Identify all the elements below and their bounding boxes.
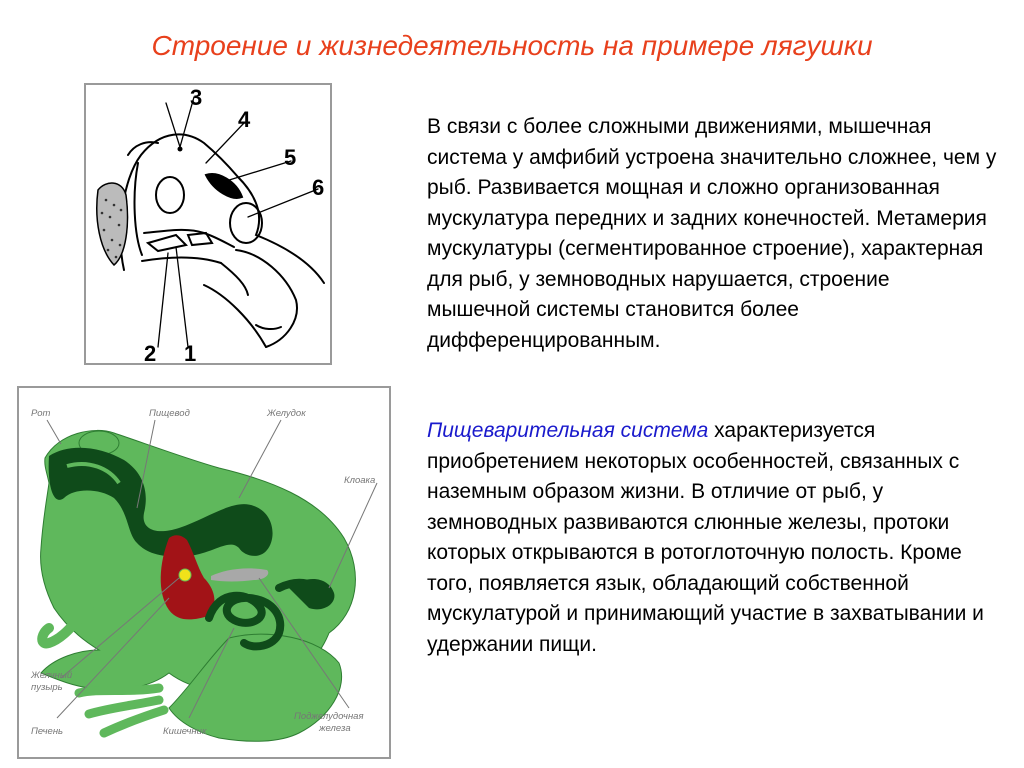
- label-mouth: Рот: [31, 408, 51, 419]
- label-6: 6: [312, 175, 325, 200]
- digestive-system-paragraph: [427, 416, 997, 660]
- frog-head-drawing: [86, 85, 330, 363]
- label-pancreas-1: Поджелудочная: [294, 711, 364, 722]
- frog-digestive-diagram: [17, 386, 391, 759]
- label-2: 2: [144, 341, 157, 363]
- label-liver: Печень: [31, 726, 64, 737]
- label-intestine: Кишечник: [163, 726, 207, 737]
- label-stomach: Желудок: [267, 408, 306, 419]
- label-4: 4: [238, 107, 251, 132]
- label-gallbladder-2: пузырь: [31, 682, 63, 693]
- frog-digestive-drawing: [19, 388, 389, 757]
- label-3: 3: [190, 85, 203, 110]
- label-5: 5: [284, 145, 297, 170]
- digestive-system-text: характеризуется приобретением некоторых особенностей, связанных с наземным образом жизни. В отличие от рыб, у земноводных развиваются слюнные железы, протоки которых открываются в ротоглоточную полость. Кроме того, появляется язык, обладающий собственной мускулатурой и принимающий участие в захватывании и удержании пищи.: [427, 419, 984, 656]
- label-cloaca: Клоака: [344, 475, 376, 486]
- digestive-system-term: Пищеварительная система: [427, 419, 709, 442]
- label-pancreas-2: железа: [319, 723, 351, 734]
- label-1: 1: [184, 341, 197, 363]
- slide-title: Строение и жизнедеятельность на примере лягушки: [151, 30, 873, 61]
- frog-head-diagram: [84, 83, 332, 365]
- label-esophagus: Пищевод: [149, 408, 190, 419]
- gallbladder: [179, 569, 191, 581]
- muscular-system-paragraph: В связи с более сложными движениями, мышечная система у амфибий устроена значительно сложнее, чем у рыб. Развивается мощная и сложно организованная мускулатура передних и задних конечностей. Метамерия мускулатуры (сегментированное строение), характерная для рыб, у земноводных нарушается, строение мышечной системы становится более дифференцированным.: [427, 115, 997, 352]
- label-gallbladder-1: Желчный: [31, 670, 73, 681]
